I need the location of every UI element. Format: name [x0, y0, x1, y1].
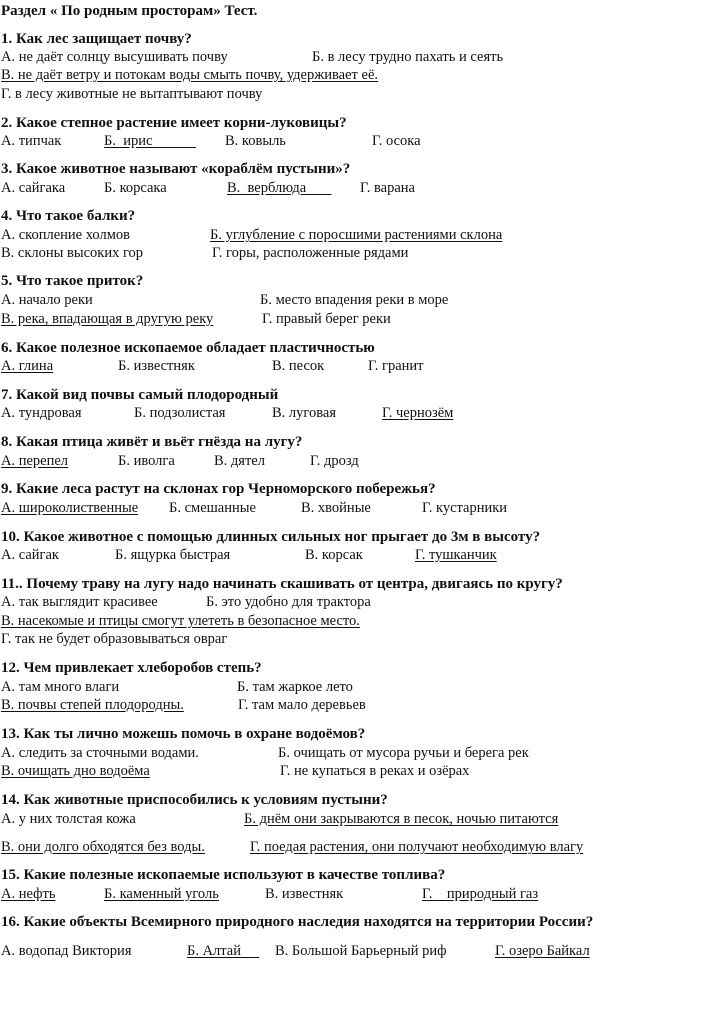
q16-option-b: Б. Алтай	[187, 943, 260, 959]
question-4: 4. Что такое балки?	[1, 208, 136, 224]
q4-option-c: В. склоны высоких гор	[1, 245, 144, 261]
q3-option-a: А. сайгака	[1, 180, 66, 196]
q8-option-c: В. дятел	[214, 453, 265, 469]
q16-option-c: В. Большой Барьерный риф	[275, 943, 447, 959]
q12-option-c: В. почвы степей плодородны.	[1, 697, 184, 713]
question-6: 6. Какое полезное ископаемое обладает пластичностью	[1, 340, 375, 356]
q13-option-d: Г. не купаться в реках и озёрах	[280, 763, 470, 779]
q10-option-a: А. сайгак	[1, 547, 59, 563]
q14-option-d: Г. поедая растения, они получают необходимую влагу	[250, 839, 584, 855]
q8-option-a: А. перепел	[1, 453, 69, 469]
q5-option-b: Б. место впадения реки в море	[260, 292, 449, 308]
q1-option-b: Б. в лесу трудно пахать и сеять	[312, 49, 504, 65]
question-5: 5. Что такое приток?	[1, 273, 144, 289]
q4-option-d: Г. горы, расположенные рядами	[212, 245, 409, 261]
q15-option-b: Б. каменный уголь	[104, 886, 219, 902]
q11-option-b: Б. это удобно для трактора	[206, 594, 371, 610]
q6-option-b: Б. известняк	[118, 358, 195, 374]
q2-option-d: Г. осока	[372, 133, 421, 149]
q4-option-a: А. скопление холмов	[1, 227, 130, 243]
page-title: Раздел « По родным просторам» Тест.	[1, 3, 258, 19]
question-10: 10. Какое животное с помощью длинных сильных ног прыгает до 3м в высоту?	[1, 529, 541, 545]
q5-option-a: А. начало реки	[1, 292, 93, 308]
question-3: 3. Какое животное называют «кораблём пустыни»?	[1, 161, 351, 177]
q6-option-d: Г. гранит	[368, 358, 424, 374]
q8-option-d: Г. дрозд	[310, 453, 359, 469]
q7-option-d: Г. чернозём	[382, 405, 454, 421]
q2-option-c: В. ковыль	[225, 133, 286, 149]
q3-option-b: Б. корсака	[104, 180, 167, 196]
question-1: 1. Как лес защищает почву?	[1, 31, 192, 47]
q14-option-a: А. у них толстая кожа	[1, 811, 136, 827]
q6-option-a: А. глина	[1, 358, 54, 374]
q13-option-c: В. очищать дно водоёма	[1, 763, 150, 779]
q14-option-b: Б. днём они закрываются в песок, ночью питаются	[244, 811, 559, 827]
question-12: 12. Чем привлекает хлеборобов степь?	[1, 660, 262, 676]
q15-option-d: Г. природный газ	[422, 886, 539, 902]
question-15: 15. Какие полезные ископаемые используют в качестве топлива?	[1, 867, 446, 883]
q9-option-d: Г. кустарники	[422, 500, 508, 516]
q5-option-c: В. река, впадающая в другую реку	[1, 311, 214, 327]
q11-option-a: А. так выглядит красивее	[1, 594, 158, 610]
q14-option-c: В. они долго обходятся без воды.	[1, 839, 205, 855]
q12-option-b: Б. там жаркое лето	[237, 679, 353, 695]
q9-option-a: А. широколиственные	[1, 500, 139, 516]
q1-option-d: Г. в лесу животные не вытаптывают почву	[1, 86, 263, 102]
q7-option-a: А. тундровая	[1, 405, 82, 421]
question-14: 14. Как животные приспособились к условиям пустыни?	[1, 792, 388, 808]
question-16: 16. Какие объекты Всемирного природного наследия находятся на территории России?	[1, 914, 594, 930]
q10-option-b: Б. ящурка быстрая	[115, 547, 231, 563]
q7-option-b: Б. подзолистая	[134, 405, 226, 421]
q12-option-d: Г. там мало деревьев	[238, 697, 366, 713]
q13-option-b: Б. очищать от мусора ручьи и берега рек	[278, 745, 529, 761]
q5-option-d: Г. правый берег реки	[262, 311, 391, 327]
q11-option-c: В. насекомые и птицы смогут улететь в безопасное место.	[1, 613, 360, 629]
q3-option-c: В. верблюда	[227, 180, 332, 196]
q11-option-d: Г. так не будет образовываться овраг	[1, 631, 228, 647]
question-13: 13. Как ты лично можешь помочь в охране водоёмов?	[1, 726, 366, 742]
q9-option-c: В. хвойные	[301, 500, 371, 516]
q15-option-c: В. известняк	[265, 886, 344, 902]
q3-option-d: Г. варана	[360, 180, 415, 196]
question-11: 11.. Почему траву на лугу надо начинать скашивать от центра, двигаясь по кругу?	[1, 576, 563, 592]
q7-option-c: В. луговая	[272, 405, 337, 421]
q15-option-a: А. нефть	[1, 886, 56, 902]
q16-option-d: Г. озеро Байкал	[495, 943, 590, 959]
q10-option-d: Г. тушканчик	[415, 547, 497, 563]
question-7: 7. Какой вид почвы самый плодородный	[1, 387, 279, 403]
q13-option-a: А. следить за сточными водами.	[1, 745, 199, 761]
q9-option-b: Б. смешанные	[169, 500, 256, 516]
question-9: 9. Какие леса растут на склонах гор Черноморского побережья?	[1, 481, 436, 497]
q4-option-b: Б. углубление с поросшими растениями склона	[210, 227, 503, 243]
q6-option-c: В. песок	[272, 358, 325, 374]
q1-option-c: В. не даёт ветру и потокам воды смыть почву, удерживает её.	[1, 67, 378, 83]
question-8: 8. Какая птица живёт и вьёт гнёзда на лугу?	[1, 434, 303, 450]
q1-option-a: А. не даёт солнцу высушивать почву	[1, 49, 228, 65]
q10-option-c: В. корсак	[305, 547, 363, 563]
q2-option-b: Б. ирис	[104, 133, 196, 149]
q12-option-a: А. там много влаги	[1, 679, 120, 695]
q2-option-a: А. типчак	[1, 133, 62, 149]
q8-option-b: Б. иволга	[118, 453, 175, 469]
q16-option-a: А. водопад Виктория	[1, 943, 132, 959]
question-2: 2. Какое степное растение имеет корни-луковицы?	[1, 115, 347, 131]
